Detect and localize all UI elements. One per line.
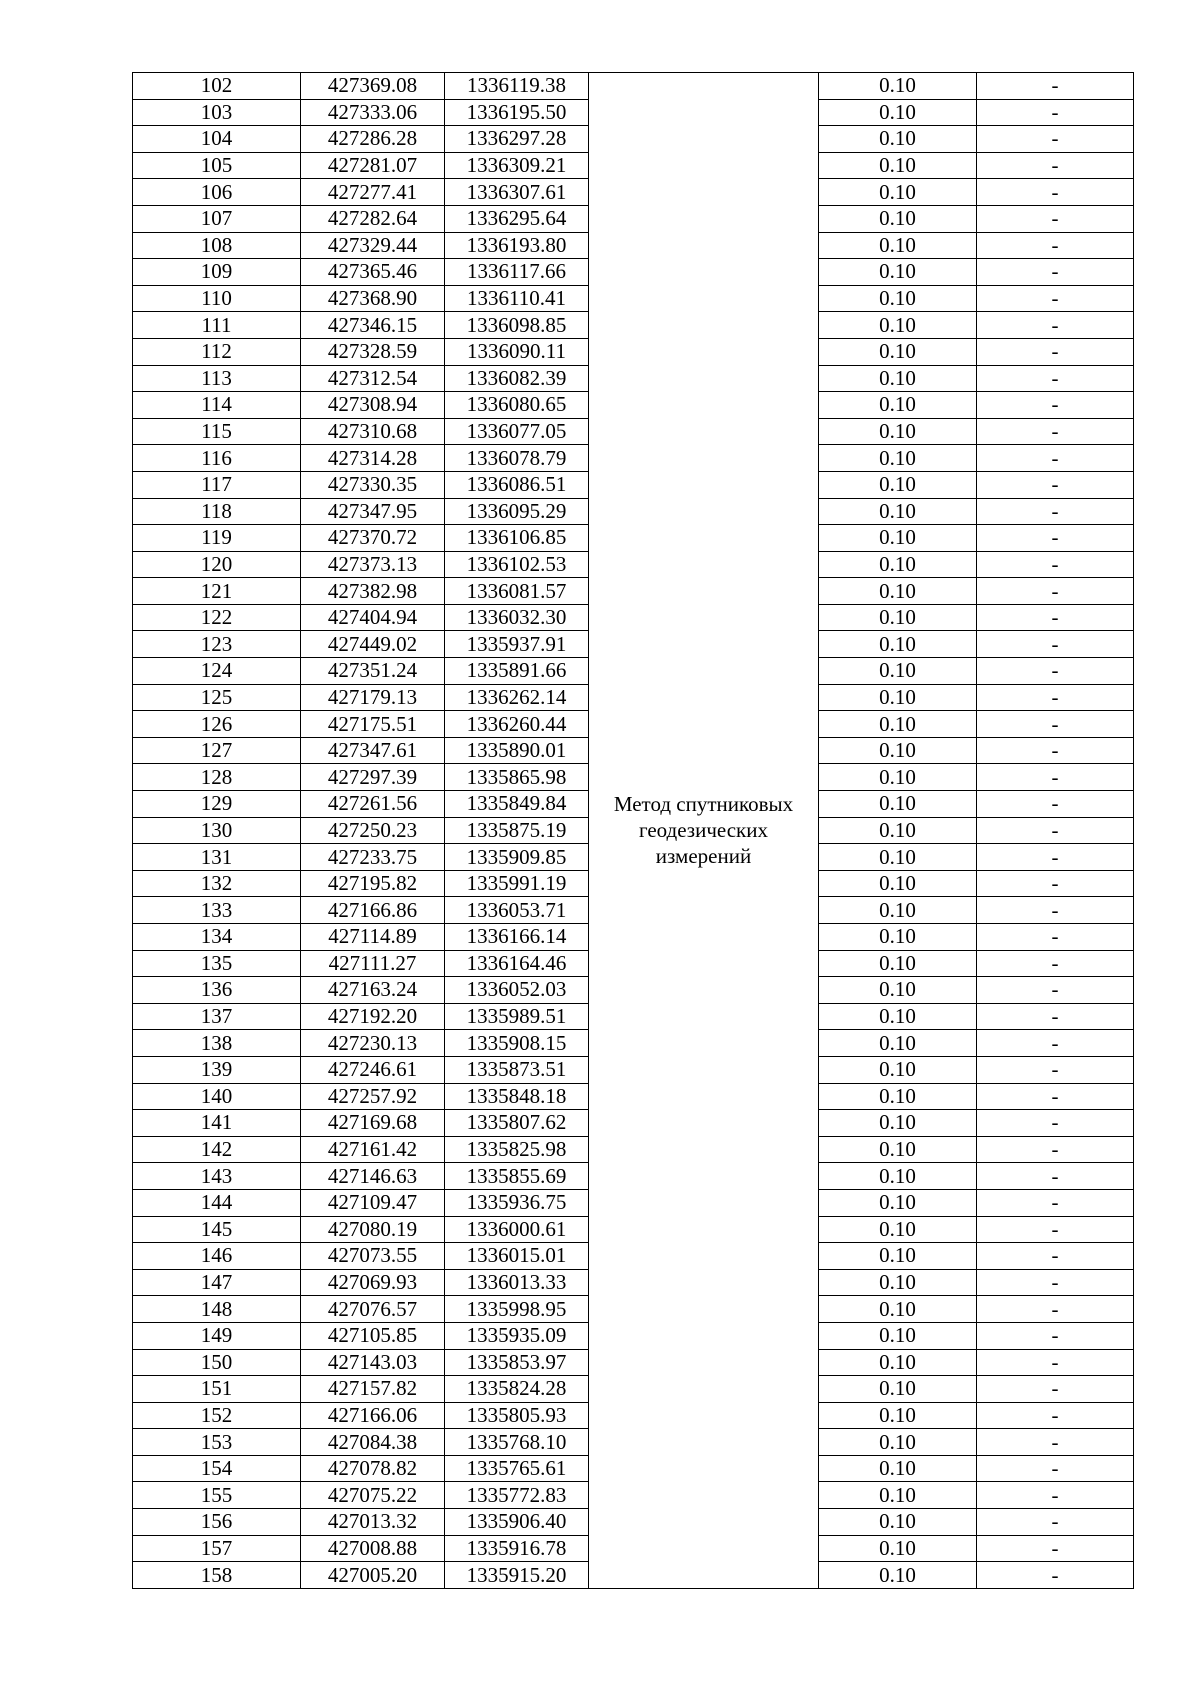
extra-value-cell: - (977, 338, 1134, 365)
extra-value-cell: - (977, 1136, 1134, 1163)
coordinates-table-body (133, 73, 1134, 1589)
y-coordinate-cell: 1336260.44 (445, 711, 589, 738)
x-coordinate-cell: 427368.90 (301, 285, 445, 312)
extra-value-cell: - (977, 1296, 1134, 1323)
point-number-cell: 141 (133, 1110, 301, 1137)
extra-value-cell: - (977, 152, 1134, 179)
extra-value-cell: - (977, 1003, 1134, 1030)
extra-value-cell: - (977, 817, 1134, 844)
x-coordinate-cell: 427069.93 (301, 1269, 445, 1296)
accuracy-cell: 0.10 (819, 392, 977, 419)
y-coordinate-cell: 1335772.83 (445, 1482, 589, 1509)
accuracy-cell: 0.10 (819, 1110, 977, 1137)
x-coordinate-cell: 427166.86 (301, 897, 445, 924)
y-coordinate-cell: 1336262.14 (445, 684, 589, 711)
x-coordinate-cell: 427157.82 (301, 1376, 445, 1403)
y-coordinate-cell: 1336195.50 (445, 99, 589, 126)
accuracy-cell: 0.10 (819, 285, 977, 312)
extra-value-cell: - (977, 844, 1134, 871)
x-coordinate-cell: 427330.35 (301, 471, 445, 498)
accuracy-cell: 0.10 (819, 418, 977, 445)
x-coordinate-cell: 427233.75 (301, 844, 445, 871)
x-coordinate-cell: 427005.20 (301, 1562, 445, 1589)
extra-value-cell: - (977, 604, 1134, 631)
point-number-cell: 144 (133, 1189, 301, 1216)
y-coordinate-cell: 1336053.71 (445, 897, 589, 924)
accuracy-cell: 0.10 (819, 1376, 977, 1403)
table-row (133, 73, 1134, 100)
point-number-cell: 114 (133, 392, 301, 419)
extra-value-cell: - (977, 1163, 1134, 1190)
point-number-cell: 140 (133, 1083, 301, 1110)
extra-value-cell: - (977, 1056, 1134, 1083)
extra-value-cell: - (977, 259, 1134, 286)
accuracy-cell: 0.10 (819, 471, 977, 498)
y-coordinate-cell: 1335865.98 (445, 764, 589, 791)
accuracy-cell: 0.10 (819, 1163, 977, 1190)
extra-value-cell: - (977, 1535, 1134, 1562)
x-coordinate-cell: 427373.13 (301, 551, 445, 578)
accuracy-cell: 0.10 (819, 791, 977, 818)
x-coordinate-cell: 427347.61 (301, 737, 445, 764)
x-coordinate-cell: 427328.59 (301, 338, 445, 365)
x-coordinate-cell: 427013.32 (301, 1509, 445, 1536)
extra-value-cell: - (977, 684, 1134, 711)
y-coordinate-cell: 1336295.64 (445, 205, 589, 232)
point-number-cell: 156 (133, 1509, 301, 1536)
extra-value-cell: - (977, 1562, 1134, 1589)
x-coordinate-cell: 427111.27 (301, 950, 445, 977)
accuracy-cell: 0.10 (819, 99, 977, 126)
x-coordinate-cell: 427382.98 (301, 578, 445, 605)
x-coordinate-cell: 427314.28 (301, 445, 445, 472)
extra-value-cell: - (977, 551, 1134, 578)
x-coordinate-cell: 427351.24 (301, 658, 445, 685)
x-coordinate-cell: 427179.13 (301, 684, 445, 711)
y-coordinate-cell: 1335825.98 (445, 1136, 589, 1163)
x-coordinate-cell: 427109.47 (301, 1189, 445, 1216)
x-coordinate-cell: 427347.95 (301, 498, 445, 525)
x-coordinate-cell: 427310.68 (301, 418, 445, 445)
x-coordinate-cell: 427286.28 (301, 126, 445, 153)
point-number-cell: 149 (133, 1322, 301, 1349)
accuracy-cell: 0.10 (819, 1216, 977, 1243)
extra-value-cell: - (977, 1269, 1134, 1296)
x-coordinate-cell: 427078.82 (301, 1455, 445, 1482)
y-coordinate-cell: 1335855.69 (445, 1163, 589, 1190)
point-number-cell: 113 (133, 365, 301, 392)
x-coordinate-cell: 427449.02 (301, 631, 445, 658)
point-number-cell: 130 (133, 817, 301, 844)
y-coordinate-cell: 1335848.18 (445, 1083, 589, 1110)
accuracy-cell: 0.10 (819, 977, 977, 1004)
point-number-cell: 132 (133, 870, 301, 897)
y-coordinate-cell: 1336015.01 (445, 1243, 589, 1270)
point-number-cell: 152 (133, 1402, 301, 1429)
y-coordinate-cell: 1336013.33 (445, 1269, 589, 1296)
point-number-cell: 135 (133, 950, 301, 977)
x-coordinate-cell: 427329.44 (301, 232, 445, 259)
x-coordinate-cell: 427365.46 (301, 259, 445, 286)
accuracy-cell: 0.10 (819, 631, 977, 658)
extra-value-cell: - (977, 525, 1134, 552)
x-coordinate-cell: 427008.88 (301, 1535, 445, 1562)
extra-value-cell: - (977, 126, 1134, 153)
x-coordinate-cell: 427312.54 (301, 365, 445, 392)
extra-value-cell: - (977, 1349, 1134, 1376)
extra-value-cell: - (977, 578, 1134, 605)
x-coordinate-cell: 427076.57 (301, 1296, 445, 1323)
extra-value-cell: - (977, 99, 1134, 126)
x-coordinate-cell: 427346.15 (301, 312, 445, 339)
point-number-cell: 121 (133, 578, 301, 605)
accuracy-cell: 0.10 (819, 1269, 977, 1296)
accuracy-cell: 0.10 (819, 897, 977, 924)
x-coordinate-cell: 427308.94 (301, 392, 445, 419)
accuracy-cell: 0.10 (819, 764, 977, 791)
extra-value-cell: - (977, 205, 1134, 232)
y-coordinate-cell: 1336032.30 (445, 604, 589, 631)
x-coordinate-cell: 427105.85 (301, 1322, 445, 1349)
y-coordinate-cell: 1336106.85 (445, 525, 589, 552)
extra-value-cell: - (977, 1030, 1134, 1057)
point-number-cell: 139 (133, 1056, 301, 1083)
y-coordinate-cell: 1335998.95 (445, 1296, 589, 1323)
point-number-cell: 110 (133, 285, 301, 312)
accuracy-cell: 0.10 (819, 844, 977, 871)
extra-value-cell: - (977, 1110, 1134, 1137)
accuracy-cell: 0.10 (819, 924, 977, 951)
point-number-cell: 120 (133, 551, 301, 578)
point-number-cell: 142 (133, 1136, 301, 1163)
y-coordinate-cell: 1336166.14 (445, 924, 589, 951)
x-coordinate-cell: 427146.63 (301, 1163, 445, 1190)
y-coordinate-cell: 1335936.75 (445, 1189, 589, 1216)
extra-value-cell: - (977, 764, 1134, 791)
point-number-cell: 158 (133, 1562, 301, 1589)
accuracy-cell: 0.10 (819, 604, 977, 631)
accuracy-cell: 0.10 (819, 126, 977, 153)
x-coordinate-cell: 427257.92 (301, 1083, 445, 1110)
accuracy-cell: 0.10 (819, 232, 977, 259)
extra-value-cell: - (977, 870, 1134, 897)
accuracy-cell: 0.10 (819, 1030, 977, 1057)
point-number-cell: 125 (133, 684, 301, 711)
extra-value-cell: - (977, 1429, 1134, 1456)
y-coordinate-cell: 1336307.61 (445, 179, 589, 206)
accuracy-cell: 0.10 (819, 152, 977, 179)
y-coordinate-cell: 1335891.66 (445, 658, 589, 685)
point-number-cell: 147 (133, 1269, 301, 1296)
y-coordinate-cell: 1335915.20 (445, 1562, 589, 1589)
y-coordinate-cell: 1335768.10 (445, 1429, 589, 1456)
y-coordinate-cell: 1336081.57 (445, 578, 589, 605)
accuracy-cell: 0.10 (819, 1482, 977, 1509)
accuracy-cell: 0.10 (819, 711, 977, 738)
y-coordinate-cell: 1336095.29 (445, 498, 589, 525)
extra-value-cell: - (977, 950, 1134, 977)
extra-value-cell: - (977, 737, 1134, 764)
extra-value-cell: - (977, 1189, 1134, 1216)
point-number-cell: 103 (133, 99, 301, 126)
accuracy-cell: 0.10 (819, 817, 977, 844)
y-coordinate-cell: 1336052.03 (445, 977, 589, 1004)
accuracy-cell: 0.10 (819, 1535, 977, 1562)
x-coordinate-cell: 427370.72 (301, 525, 445, 552)
y-coordinate-cell: 1335906.40 (445, 1509, 589, 1536)
accuracy-cell: 0.10 (819, 950, 977, 977)
y-coordinate-cell: 1335805.93 (445, 1402, 589, 1429)
extra-value-cell: - (977, 498, 1134, 525)
accuracy-cell: 0.10 (819, 1296, 977, 1323)
accuracy-cell: 0.10 (819, 365, 977, 392)
extra-value-cell: - (977, 471, 1134, 498)
point-number-cell: 117 (133, 471, 301, 498)
measurement-method-cell: Метод спутниковых геодезических измерений (589, 73, 819, 1589)
point-number-cell: 138 (133, 1030, 301, 1057)
accuracy-cell: 0.10 (819, 1509, 977, 1536)
accuracy-cell: 0.10 (819, 737, 977, 764)
y-coordinate-cell: 1335849.84 (445, 791, 589, 818)
extra-value-cell: - (977, 445, 1134, 472)
x-coordinate-cell: 427282.64 (301, 205, 445, 232)
y-coordinate-cell: 1336297.28 (445, 126, 589, 153)
y-coordinate-cell: 1336193.80 (445, 232, 589, 259)
y-coordinate-cell: 1336110.41 (445, 285, 589, 312)
extra-value-cell: - (977, 1376, 1134, 1403)
point-number-cell: 118 (133, 498, 301, 525)
point-number-cell: 122 (133, 604, 301, 631)
extra-value-cell: - (977, 1083, 1134, 1110)
y-coordinate-cell: 1335824.28 (445, 1376, 589, 1403)
accuracy-cell: 0.10 (819, 870, 977, 897)
y-coordinate-cell: 1336082.39 (445, 365, 589, 392)
extra-value-cell: - (977, 977, 1134, 1004)
point-number-cell: 136 (133, 977, 301, 1004)
extra-value-cell: - (977, 179, 1134, 206)
x-coordinate-cell: 427175.51 (301, 711, 445, 738)
x-coordinate-cell: 427161.42 (301, 1136, 445, 1163)
x-coordinate-cell: 427246.61 (301, 1056, 445, 1083)
accuracy-cell: 0.10 (819, 1562, 977, 1589)
accuracy-cell: 0.10 (819, 179, 977, 206)
y-coordinate-cell: 1335909.85 (445, 844, 589, 871)
y-coordinate-cell: 1335853.97 (445, 1349, 589, 1376)
x-coordinate-cell: 427163.24 (301, 977, 445, 1004)
extra-value-cell: - (977, 658, 1134, 685)
point-number-cell: 107 (133, 205, 301, 232)
x-coordinate-cell: 427084.38 (301, 1429, 445, 1456)
extra-value-cell: - (977, 365, 1134, 392)
point-number-cell: 119 (133, 525, 301, 552)
y-coordinate-cell: 1336164.46 (445, 950, 589, 977)
point-number-cell: 106 (133, 179, 301, 206)
point-number-cell: 104 (133, 126, 301, 153)
point-number-cell: 124 (133, 658, 301, 685)
point-number-cell: 133 (133, 897, 301, 924)
y-coordinate-cell: 1335890.01 (445, 737, 589, 764)
extra-value-cell: - (977, 1402, 1134, 1429)
y-coordinate-cell: 1335873.51 (445, 1056, 589, 1083)
y-coordinate-cell: 1335916.78 (445, 1535, 589, 1562)
y-coordinate-cell: 1335908.15 (445, 1030, 589, 1057)
point-number-cell: 150 (133, 1349, 301, 1376)
accuracy-cell: 0.10 (819, 1429, 977, 1456)
extra-value-cell: - (977, 924, 1134, 951)
point-number-cell: 112 (133, 338, 301, 365)
x-coordinate-cell: 427261.56 (301, 791, 445, 818)
x-coordinate-cell: 427333.06 (301, 99, 445, 126)
y-coordinate-cell: 1336090.11 (445, 338, 589, 365)
extra-value-cell: - (977, 73, 1134, 100)
x-coordinate-cell: 427230.13 (301, 1030, 445, 1057)
x-coordinate-cell: 427073.55 (301, 1243, 445, 1270)
extra-value-cell: - (977, 1509, 1134, 1536)
extra-value-cell: - (977, 418, 1134, 445)
accuracy-cell: 0.10 (819, 525, 977, 552)
accuracy-cell: 0.10 (819, 1189, 977, 1216)
y-coordinate-cell: 1335807.62 (445, 1110, 589, 1137)
point-number-cell: 146 (133, 1243, 301, 1270)
accuracy-cell: 0.10 (819, 205, 977, 232)
extra-value-cell: - (977, 285, 1134, 312)
extra-value-cell: - (977, 1455, 1134, 1482)
point-number-cell: 105 (133, 152, 301, 179)
accuracy-cell: 0.10 (819, 445, 977, 472)
x-coordinate-cell: 427195.82 (301, 870, 445, 897)
extra-value-cell: - (977, 312, 1134, 339)
x-coordinate-cell: 427297.39 (301, 764, 445, 791)
point-number-cell: 137 (133, 1003, 301, 1030)
extra-value-cell: - (977, 1216, 1134, 1243)
extra-value-cell: - (977, 1243, 1134, 1270)
y-coordinate-cell: 1335935.09 (445, 1322, 589, 1349)
point-number-cell: 154 (133, 1455, 301, 1482)
extra-value-cell: - (977, 631, 1134, 658)
accuracy-cell: 0.10 (819, 1083, 977, 1110)
accuracy-cell: 0.10 (819, 1243, 977, 1270)
x-coordinate-cell: 427192.20 (301, 1003, 445, 1030)
point-number-cell: 155 (133, 1482, 301, 1509)
point-number-cell: 111 (133, 312, 301, 339)
y-coordinate-cell: 1336086.51 (445, 471, 589, 498)
point-number-cell: 102 (133, 73, 301, 100)
point-number-cell: 143 (133, 1163, 301, 1190)
x-coordinate-cell: 427169.68 (301, 1110, 445, 1137)
extra-value-cell: - (977, 791, 1134, 818)
point-number-cell: 129 (133, 791, 301, 818)
y-coordinate-cell: 1336117.66 (445, 259, 589, 286)
accuracy-cell: 0.10 (819, 338, 977, 365)
x-coordinate-cell: 427114.89 (301, 924, 445, 951)
point-number-cell: 126 (133, 711, 301, 738)
extra-value-cell: - (977, 897, 1134, 924)
x-coordinate-cell: 427166.06 (301, 1402, 445, 1429)
y-coordinate-cell: 1336098.85 (445, 312, 589, 339)
accuracy-cell: 0.10 (819, 1136, 977, 1163)
extra-value-cell: - (977, 392, 1134, 419)
accuracy-cell: 0.10 (819, 658, 977, 685)
accuracy-cell: 0.10 (819, 259, 977, 286)
x-coordinate-cell: 427075.22 (301, 1482, 445, 1509)
y-coordinate-cell: 1335937.91 (445, 631, 589, 658)
y-coordinate-cell: 1336078.79 (445, 445, 589, 472)
accuracy-cell: 0.10 (819, 1402, 977, 1429)
point-number-cell: 131 (133, 844, 301, 871)
y-coordinate-cell: 1335875.19 (445, 817, 589, 844)
accuracy-cell: 0.10 (819, 578, 977, 605)
extra-value-cell: - (977, 1322, 1134, 1349)
point-number-cell: 134 (133, 924, 301, 951)
y-coordinate-cell: 1336119.38 (445, 73, 589, 100)
y-coordinate-cell: 1335989.51 (445, 1003, 589, 1030)
x-coordinate-cell: 427250.23 (301, 817, 445, 844)
point-number-cell: 157 (133, 1535, 301, 1562)
extra-value-cell: - (977, 1482, 1134, 1509)
point-number-cell: 148 (133, 1296, 301, 1323)
point-number-cell: 109 (133, 259, 301, 286)
y-coordinate-cell: 1336000.61 (445, 1216, 589, 1243)
accuracy-cell: 0.10 (819, 312, 977, 339)
point-number-cell: 145 (133, 1216, 301, 1243)
extra-value-cell: - (977, 232, 1134, 259)
accuracy-cell: 0.10 (819, 684, 977, 711)
y-coordinate-cell: 1336309.21 (445, 152, 589, 179)
y-coordinate-cell: 1336080.65 (445, 392, 589, 419)
x-coordinate-cell: 427277.41 (301, 179, 445, 206)
x-coordinate-cell: 427404.94 (301, 604, 445, 631)
accuracy-cell: 0.10 (819, 1455, 977, 1482)
y-coordinate-cell: 1336102.53 (445, 551, 589, 578)
x-coordinate-cell: 427281.07 (301, 152, 445, 179)
accuracy-cell: 0.10 (819, 1056, 977, 1083)
accuracy-cell: 0.10 (819, 551, 977, 578)
point-number-cell: 151 (133, 1376, 301, 1403)
accuracy-cell: 0.10 (819, 1349, 977, 1376)
point-number-cell: 128 (133, 764, 301, 791)
accuracy-cell: 0.10 (819, 73, 977, 100)
x-coordinate-cell: 427143.03 (301, 1349, 445, 1376)
point-number-cell: 123 (133, 631, 301, 658)
accuracy-cell: 0.10 (819, 1322, 977, 1349)
y-coordinate-cell: 1336077.05 (445, 418, 589, 445)
point-number-cell: 116 (133, 445, 301, 472)
point-number-cell: 108 (133, 232, 301, 259)
accuracy-cell: 0.10 (819, 498, 977, 525)
y-coordinate-cell: 1335765.61 (445, 1455, 589, 1482)
coordinates-table (132, 72, 1134, 1589)
extra-value-cell: - (977, 711, 1134, 738)
accuracy-cell: 0.10 (819, 1003, 977, 1030)
y-coordinate-cell: 1335991.19 (445, 870, 589, 897)
point-number-cell: 115 (133, 418, 301, 445)
point-number-cell: 127 (133, 737, 301, 764)
x-coordinate-cell: 427369.08 (301, 73, 445, 100)
point-number-cell: 153 (133, 1429, 301, 1456)
x-coordinate-cell: 427080.19 (301, 1216, 445, 1243)
